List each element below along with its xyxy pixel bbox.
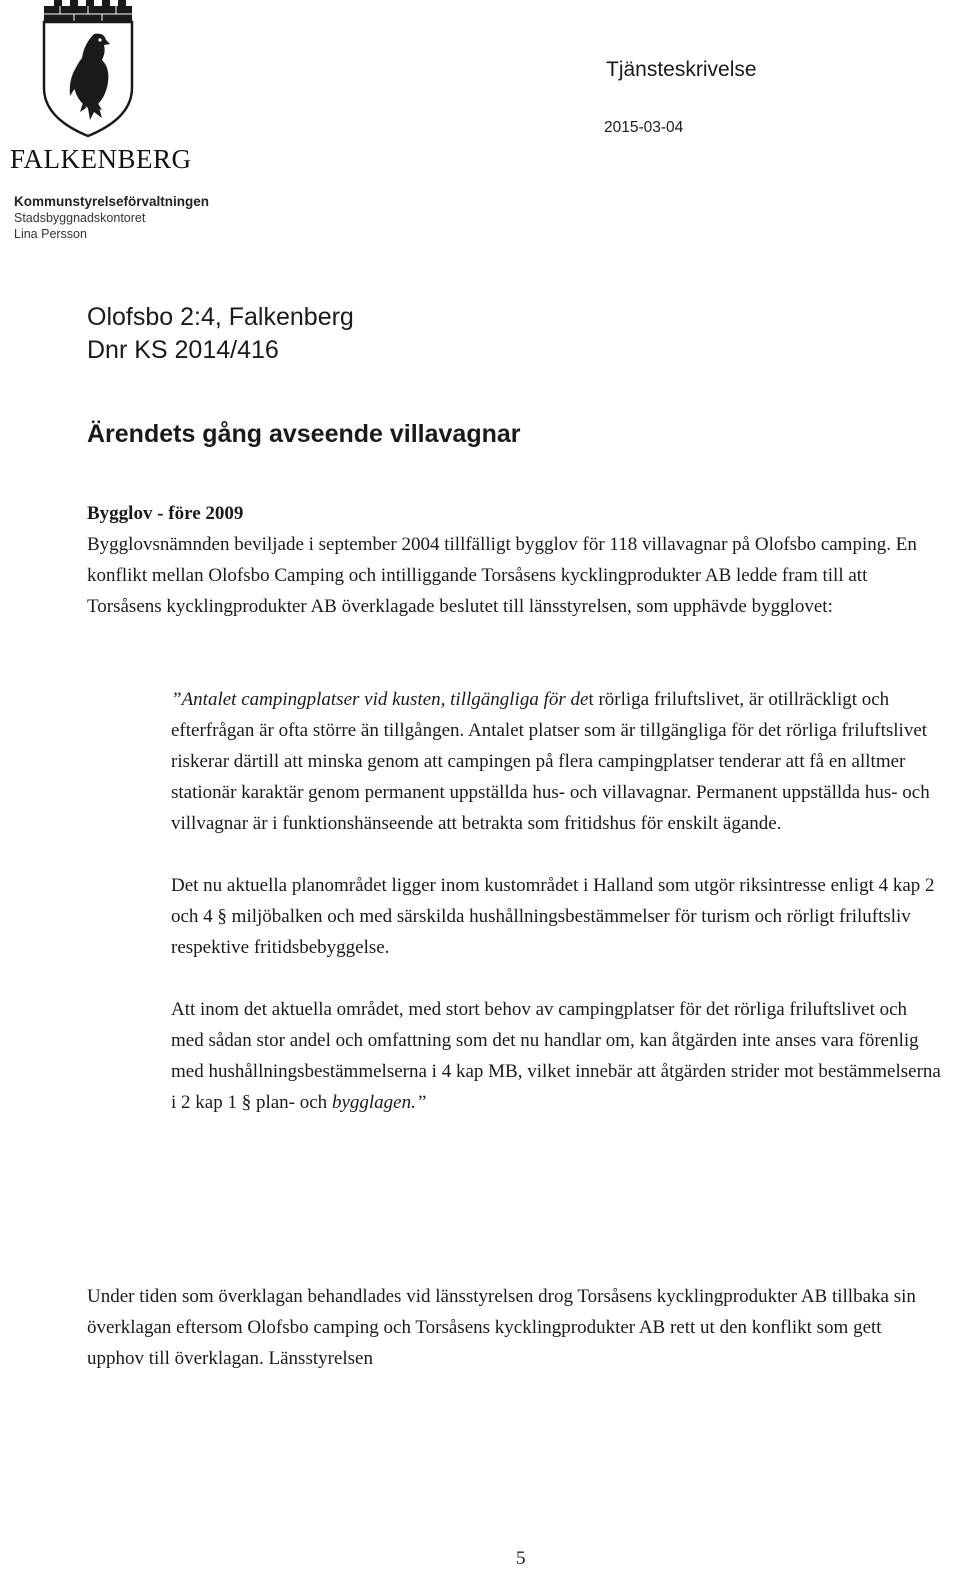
quote-block bbox=[171, 684, 941, 1118]
page-number: 5 bbox=[516, 1548, 526, 1569]
org-department: Kommunstyrelseförvaltningen bbox=[14, 194, 210, 209]
quote-paragraph-3 bbox=[171, 994, 941, 1118]
case-title bbox=[87, 301, 354, 367]
quote-paragraph-2: Det nu aktuella planområdet ligger inom kustområdet i Halland som utgör riksintresse enligt 4 kap 2 och 4 § miljöbalken och med särskilda hushållningsbestämmelser för turism och rörligt friluftsliv respektive fritidsbebyggelse. bbox=[171, 875, 935, 958]
section-bygglov bbox=[87, 498, 937, 622]
org-office: Stadsbyggnadskontoret bbox=[14, 211, 146, 225]
section-heading: Bygglov - före 2009 bbox=[87, 503, 244, 524]
organization-info bbox=[14, 194, 209, 242]
quote-1-italic: ”Antalet campingplatser vid kusten, tillgängliga för de bbox=[171, 689, 589, 710]
falkenberg-crest-icon bbox=[40, 0, 136, 138]
org-author: Lina Persson bbox=[14, 227, 87, 241]
document-date: 2015-03-04 bbox=[604, 119, 684, 136]
quote-3-text: Att inom det aktuella området, med stort behov av campingplatser för det rörliga friluftslivet och med sådan stor andel och omfattning som det nu handlar om, kan åtgärden inte anses vara förenlig med hushållningsbestämmelserna i 4 kap MB, vilket innebär att åtgärden strider mot bestämmelserna i 2 kap 1 § plan- och bbox=[171, 999, 941, 1113]
paragraph-2: Under tiden som överklagan behandlades vid länsstyrelsen drog Torsåsens kycklingprodukter AB tillbaka sin överklagan eftersom Olofsbo camping och Torsåsens kycklingprodukter AB rett ut den konflikt som gett upphov till överklagan. Länsstyrelsen bbox=[87, 1286, 916, 1369]
case-title-line2: Dnr KS 2014/416 bbox=[87, 336, 279, 364]
paragraph-1: Bygglovsnämnden beviljade i september 2004 tillfälligt bygglov för 118 villavagnar på Olofsbo camping. En konflikt mellan Olofsbo Camping och intilliggande Torsåsens kycklingprodukter AB ledde fram till att Torsåsens kycklingprodukter AB överklagade beslutet till länsstyrelsen, som upphävde bygglovet: bbox=[87, 534, 917, 617]
quote-3-italic: bygglagen.” bbox=[331, 1092, 427, 1113]
quote-1-text: t rörliga friluftslivet, är otillräckligt och efterfrågan är ofta större än tillgången. Antalet platser som är tillgängliga för det rörliga friluftslivet riskerar därtill att minska genom att campingen på flera campingplatser tenderar att få en alltmer stationär karaktär genom permanent uppställda hus- och villavagnar. Permanent uppställda hus- och villvagnar är i funktionshänseende att betrakta som fritidshus för enskilt ägande. bbox=[171, 689, 930, 834]
brand-name: FALKENBERG bbox=[10, 144, 192, 174]
quote-paragraph-1 bbox=[171, 684, 941, 839]
main-heading: Ärendets gång avseende villavagnar bbox=[87, 420, 521, 448]
case-title-line1: Olofsbo 2:4, Falkenberg bbox=[87, 303, 354, 331]
document-type: Tjänsteskrivelse bbox=[606, 58, 757, 81]
